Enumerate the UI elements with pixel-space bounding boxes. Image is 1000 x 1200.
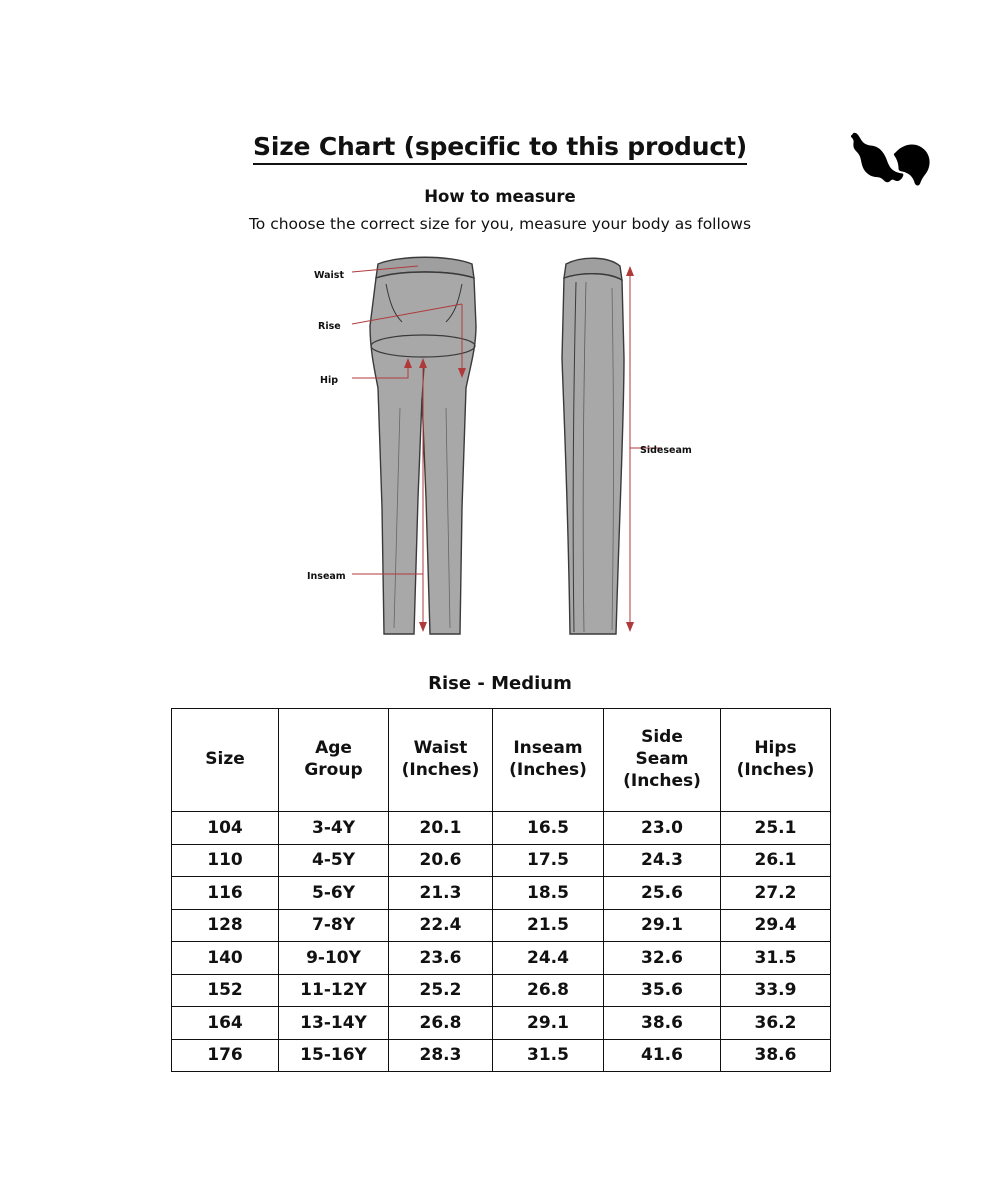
rise-note: Rise - Medium [428, 673, 572, 694]
table-row [172, 974, 831, 1007]
header-inseam-line2: (Inches) [509, 760, 587, 780]
cell-inseam: 17.5 [493, 844, 604, 877]
cell-hips: 26.1 [721, 844, 831, 877]
header-inseam [493, 709, 604, 812]
cell-size: 176 [172, 1039, 279, 1072]
header-size [172, 709, 279, 812]
table-row [172, 1039, 831, 1072]
cell-waist: 26.8 [389, 1007, 493, 1040]
cell-side-seam: 38.6 [604, 1007, 721, 1040]
cell-side-seam: 23.0 [604, 812, 721, 845]
header-inseam-line1: Inseam [513, 738, 583, 759]
page-title-text: Size Chart (specific to this product) [253, 132, 747, 165]
cell-hips: 29.4 [721, 909, 831, 942]
cell-size: 164 [172, 1007, 279, 1040]
cell-inseam: 16.5 [493, 812, 604, 845]
cell-size: 140 [172, 942, 279, 975]
cell-waist: 28.3 [389, 1039, 493, 1072]
cell-side-seam: 41.6 [604, 1039, 721, 1072]
cell-age: 4-5Y [279, 844, 389, 877]
header-hips-line1: Hips [754, 738, 797, 759]
cell-side-seam: 25.6 [604, 877, 721, 910]
header-age-group [279, 709, 389, 812]
cell-age: 13-14Y [279, 1007, 389, 1040]
header-side-line3: (Inches) [623, 770, 701, 791]
cell-hips: 33.9 [721, 974, 831, 1007]
cell-inseam: 18.5 [493, 877, 604, 910]
cell-hips: 38.6 [721, 1039, 831, 1072]
cell-inseam: 29.1 [493, 1007, 604, 1040]
puma-logo [840, 128, 930, 188]
table-row [172, 1007, 831, 1040]
cell-age: 11-12Y [279, 974, 389, 1007]
header-waist-line1: Waist [413, 738, 468, 759]
cell-hips: 25.1 [721, 812, 831, 845]
cell-inseam: 24.4 [493, 942, 604, 975]
cell-size: 152 [172, 974, 279, 1007]
cell-waist: 20.1 [389, 812, 493, 845]
cell-waist: 21.3 [389, 877, 493, 910]
header-side-line1: Side [641, 727, 683, 748]
label-sideseam: Sideseam [640, 445, 692, 456]
cell-age: 5-6Y [279, 877, 389, 910]
cell-size: 128 [172, 909, 279, 942]
cell-waist: 20.6 [389, 844, 493, 877]
table-row [172, 812, 831, 845]
header-waist-line2: (Inches) [401, 760, 480, 780]
cell-waist: 23.6 [389, 942, 493, 975]
header-hips [721, 709, 831, 812]
cell-inseam: 26.8 [493, 974, 604, 1007]
pants-side-view [562, 258, 624, 634]
cell-age: 9-10Y [279, 942, 389, 975]
cell-size: 104 [172, 812, 279, 845]
cell-side-seam: 32.6 [604, 942, 721, 975]
measure-instruction: To choose the correct size for you, measure your body as follows [248, 215, 752, 233]
cell-inseam: 31.5 [493, 1039, 604, 1072]
cell-inseam: 21.5 [493, 909, 604, 942]
cell-age: 7-8Y [279, 909, 389, 942]
header-side-line2: Seam [635, 749, 689, 770]
cell-size: 110 [172, 844, 279, 877]
cell-side-seam: 35.6 [604, 974, 721, 1007]
header-waist [389, 709, 493, 812]
header-age-line1: Age [315, 738, 352, 759]
header-age-line2: Group [304, 760, 363, 780]
cell-age: 15-16Y [279, 1039, 389, 1072]
label-waist: Waist [314, 270, 345, 281]
label-rise: Rise [318, 321, 341, 332]
cell-waist: 22.4 [389, 909, 493, 942]
table-row [172, 909, 831, 942]
label-inseam: Inseam [307, 571, 346, 582]
table-header-row [172, 709, 831, 812]
header-hips-line2: (Inches) [736, 760, 815, 780]
header-side-seam [604, 709, 721, 812]
cell-side-seam: 24.3 [604, 844, 721, 877]
cell-side-seam: 29.1 [604, 909, 721, 942]
pants-measurement-diagram [290, 248, 720, 648]
size-chart-table [171, 708, 831, 1072]
cell-hips: 27.2 [721, 877, 831, 910]
cell-hips: 36.2 [721, 1007, 831, 1040]
cell-size: 116 [172, 877, 279, 910]
cell-age: 3-4Y [279, 812, 389, 845]
how-to-measure-heading: How to measure [424, 187, 576, 206]
header-size-line1: Size [205, 749, 245, 770]
table-row [172, 844, 831, 877]
table-row [172, 942, 831, 975]
cell-hips: 31.5 [721, 942, 831, 975]
label-hip: Hip [320, 375, 339, 386]
table-row [172, 877, 831, 910]
cell-waist: 25.2 [389, 974, 493, 1007]
